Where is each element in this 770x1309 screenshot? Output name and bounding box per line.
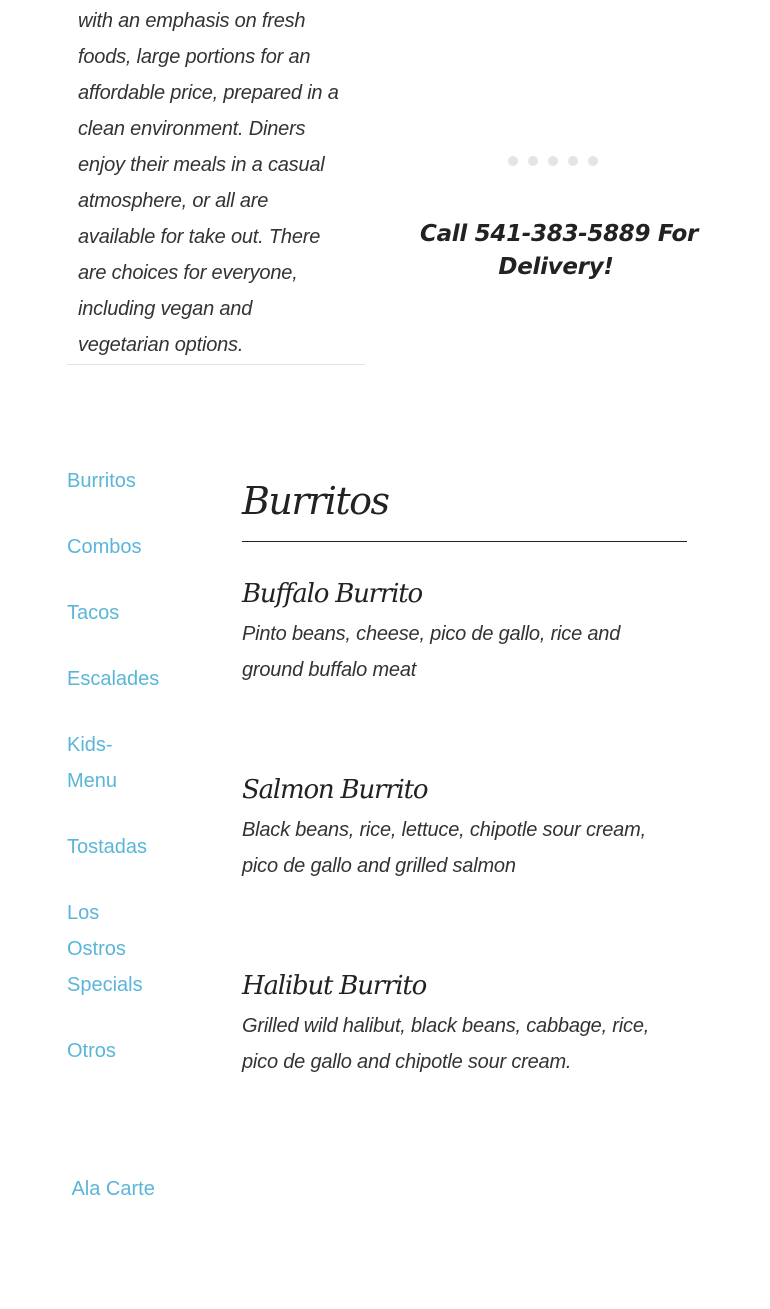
menu-item-description-line: pico de gallo and grilled salmon <box>242 855 516 877</box>
intro-line: atmosphere, or all are <box>78 190 269 212</box>
nav-item-label: Ala Carte <box>67 1178 155 1200</box>
nav-item-burritos[interactable] <box>67 463 197 499</box>
nav-item-label: Otros <box>67 1040 116 1062</box>
nav-item-label: Specials <box>67 974 143 996</box>
menu-item-description <box>242 616 687 688</box>
nav-item-label: Ostros <box>67 938 126 960</box>
nav-item-kids-menu[interactable] <box>67 727 197 799</box>
menu-section <box>242 470 687 1080</box>
menu-item <box>242 574 687 688</box>
slider-dot-3[interactable] <box>548 156 558 166</box>
menu-item-description <box>242 812 687 884</box>
nav-item-label: Escalades <box>67 668 160 690</box>
nav-item-label: Los <box>67 902 100 924</box>
intro-line: enjoy their meals in a casual <box>78 154 325 176</box>
nav-item-los-ostros-specials[interactable] <box>67 895 197 1003</box>
nav-item-label: Kids- <box>67 734 113 756</box>
intro-line: with an emphasis on fresh <box>78 10 306 32</box>
menu-item-name: Salmon Burrito <box>242 775 428 805</box>
intro-line: affordable price, prepared in a <box>78 82 339 104</box>
intro-line: vegetarian options. <box>78 334 244 356</box>
menu-item-description <box>242 1008 687 1080</box>
delivery-line: Delivery! <box>498 254 614 280</box>
intro-line: including vegan and <box>78 298 253 320</box>
menu-item-description-line: Grilled wild halibut, black beans, cabbage, rice, <box>242 1015 650 1037</box>
nav-item-otros[interactable] <box>67 1033 197 1069</box>
slider-dot-1[interactable] <box>508 156 518 166</box>
delivery-callout <box>420 218 699 284</box>
nav-item-label: Tacos <box>67 602 120 624</box>
slider-dot-5[interactable] <box>588 156 598 166</box>
nav-item-ala-carte[interactable] <box>67 1099 197 1279</box>
nav-item-tacos[interactable] <box>67 595 197 631</box>
menu-item-name: Halibut Burrito <box>242 971 427 1001</box>
intro-line: clean environment. Diners <box>78 118 306 140</box>
intro-section <box>67 0 365 365</box>
intro-line: foods, large portions for an <box>78 46 311 68</box>
menu-item-description-line: pico de gallo and chipotle sour cream. <box>242 1051 572 1073</box>
intro-line: available for take out. There <box>78 226 321 248</box>
menu-item-description-line: Pinto beans, cheese, pico de gallo, rice and <box>242 623 621 645</box>
nav-item-label: Burritos <box>67 470 136 492</box>
menu-category-nav <box>67 463 197 1309</box>
slider-dot-4[interactable] <box>568 156 578 166</box>
menu-section-title: Burritos <box>242 470 687 542</box>
delivery-phone-line: Call 541-383-5889 For <box>420 221 699 247</box>
intro-paragraph <box>67 3 365 363</box>
nav-item-combos[interactable] <box>67 529 197 565</box>
nav-item-label: Menu <box>67 770 118 792</box>
slider-pagination <box>508 156 598 166</box>
nav-item-label: Tostadas <box>67 836 148 858</box>
nav-item-tostadas[interactable] <box>67 829 197 865</box>
menu-item-name: Buffalo Burrito <box>242 579 422 609</box>
nav-item-label: Combos <box>67 536 142 558</box>
menu-item <box>242 770 687 884</box>
intro-line: are choices for everyone, <box>78 262 298 284</box>
menu-item-description-line: ground buffalo meat <box>242 659 417 681</box>
menu-item <box>242 966 687 1080</box>
slider-dot-2[interactable] <box>528 156 538 166</box>
menu-item-description-line: Black beans, rice, lettuce, chipotle sour cream, <box>242 819 646 841</box>
nav-item-escalades[interactable] <box>67 661 197 697</box>
